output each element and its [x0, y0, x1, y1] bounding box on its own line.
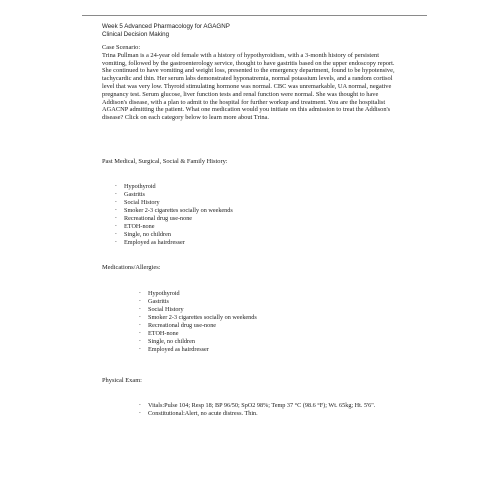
list-item: - ETOH-none	[148, 330, 257, 338]
medications-heading[interactable]: Medications/Allergies:	[102, 264, 161, 271]
list-item: - Recreational drug use-none	[148, 322, 257, 330]
history-list	[124, 183, 233, 247]
document-header	[102, 23, 230, 39]
case-scenario	[102, 44, 402, 122]
list-item: - Hypothyroid	[148, 290, 257, 298]
list-item: - Single, no children	[148, 338, 257, 346]
list-item: - ETOH-none	[124, 223, 233, 231]
physical-exam-list	[148, 402, 393, 418]
top-rule	[82, 15, 427, 16]
list-item: - Recreational drug use-none	[124, 215, 233, 223]
list-item: - Smoker 2-3 cigarettes socially on weekends	[148, 314, 257, 322]
list-item: - Employed as hairdresser	[124, 239, 233, 247]
list-item: - Smoker 2-3 cigarettes socially on weekends	[124, 207, 233, 215]
case-scenario-label: Case Scenario:	[102, 44, 141, 51]
list-item: - Gastritis	[148, 298, 257, 306]
list-item: - Constitutional:Alert, no acute distress. Thin.	[148, 410, 393, 418]
list-item: - Social History	[148, 306, 257, 314]
list-item: - Single, no children	[124, 231, 233, 239]
medications-list	[148, 290, 257, 354]
list-item: - Social History	[124, 199, 233, 207]
list-item: - Employed as hairdresser	[148, 346, 257, 354]
case-scenario-text: Trina Pullman is a 24-year old female with a history of hypothyroidism, with a 3-month history of persistent vomiting, followed by the gastroenterology service, thought to have gastritis based on the upper endoscopy report. She continued to have vomiting and weight loss, presented to the emergency department, found to be hypotensive, tachycardic and thin. Her serum labs demonstrated hyponatremia, normal potassium levels, and a random cortisol level that was very low. Thyroid stimulating hormone was normal. CBC was unremarkable, UA normal, negative pregnancy test. Serum glucose, liver function tests and renal function were normal. She was thought to have Addison's disease, with a plan to admit to the hospital for further workup and treatment. You are the hospitalist AGACNP admitting the patient. What one medication would you initiate on this admission to treat the Addison's disease? Click on each category below to learn more about Trina.	[102, 51, 395, 122]
course-subtitle: Clinical Decision Making	[102, 31, 170, 38]
history-heading[interactable]: Past Medical, Surgical, Social & Family History:	[102, 158, 228, 165]
list-item: - Vitals:Pulse 104; Resp 18; BP 96/50; SpO2 98%; Temp 37 °C (98.6 °F); Wt. 65kg; Ht. 5'6".	[148, 402, 393, 410]
physical-exam-heading[interactable]: Physical Exam:	[102, 377, 142, 384]
course-title: Week 5 Advanced Pharmacology for AGAGNP	[102, 23, 230, 30]
list-item: - Hypothyroid	[124, 183, 233, 191]
list-item: - Gastritis	[124, 191, 233, 199]
